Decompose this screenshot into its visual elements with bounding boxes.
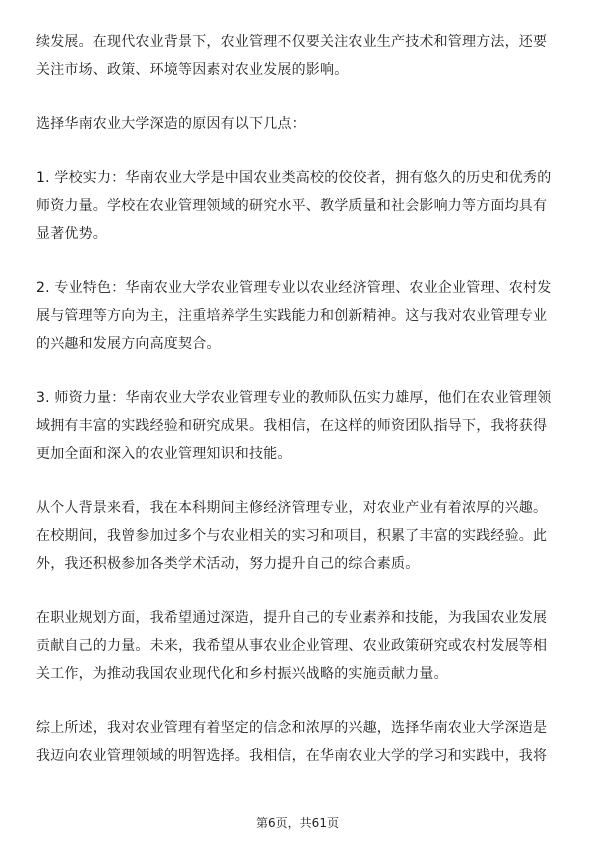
paragraph-career-plan: 在职业规划方面，我希望通过深造，提升自己的专业素养和技能，为我国农业发展贡献自己的力量。未来，我希望从事农业企业管理、农业政策研究或农村发展等相关工作，为推动我国农业现代化和乡村振兴战略的实施贡献力量。 [36, 610, 548, 682]
paragraph-reason-school-strength: 1. 学校实力：华南农业大学是中国农业类高校的佼佼者，拥有悠久的历史和优秀的师资力量。学校在农业管理领域的研究水平、教学质量和社会影响力等方面均具有显著优势。 [36, 170, 552, 242]
paragraph-reasons-heading: 选择华南农业大学深造的原因有以下几点： [36, 116, 306, 132]
page-number-footer: 第6页，共61页 [256, 816, 339, 830]
paragraph-intro-continuation: 续发展。在现代农业背景下，农业管理不仅要关注农业生产技术和管理方法，还要关注市场、政策、环境等因素对农业发展的影响。 [36, 34, 548, 78]
paragraph-reason-faculty: 3. 师资力量：华南农业大学农业管理专业的教师队伍实力雄厚，他们在农业管理领域拥有丰富的实践经验和研究成果。我相信，在这样的师资团队指导下，我将获得更加全面和深入的农业管理知识和技能。 [36, 390, 552, 462]
paragraph-reason-major-features: 2. 专业特色：华南农业大学农业管理专业以农业经济管理、农业企业管理、农村发展与管理等方向为主，注重培养学生实践能力和创新精神。这与我对农业管理专业的兴趣和发展方向高度契合。 [36, 280, 552, 352]
paragraph-conclusion: 综上所述，我对农业管理有着坚定的信念和浓厚的兴趣，选择华南农业大学深造是我迈向农业管理领域的明智选择。我相信，在华南农业大学的学习和实践中，我将 [36, 720, 548, 764]
paragraph-personal-background: 从个人背景来看，我在本科期间主修经济管理专业，对农业产业有着浓厚的兴趣。在校期间，我曾参加过多个与农业相关的实习和项目，积累了丰富的实践经验。此外，我还积极参加各类学术活动，努力提升自己的综合素质。 [36, 500, 548, 572]
document-body [36, 28, 559, 796]
